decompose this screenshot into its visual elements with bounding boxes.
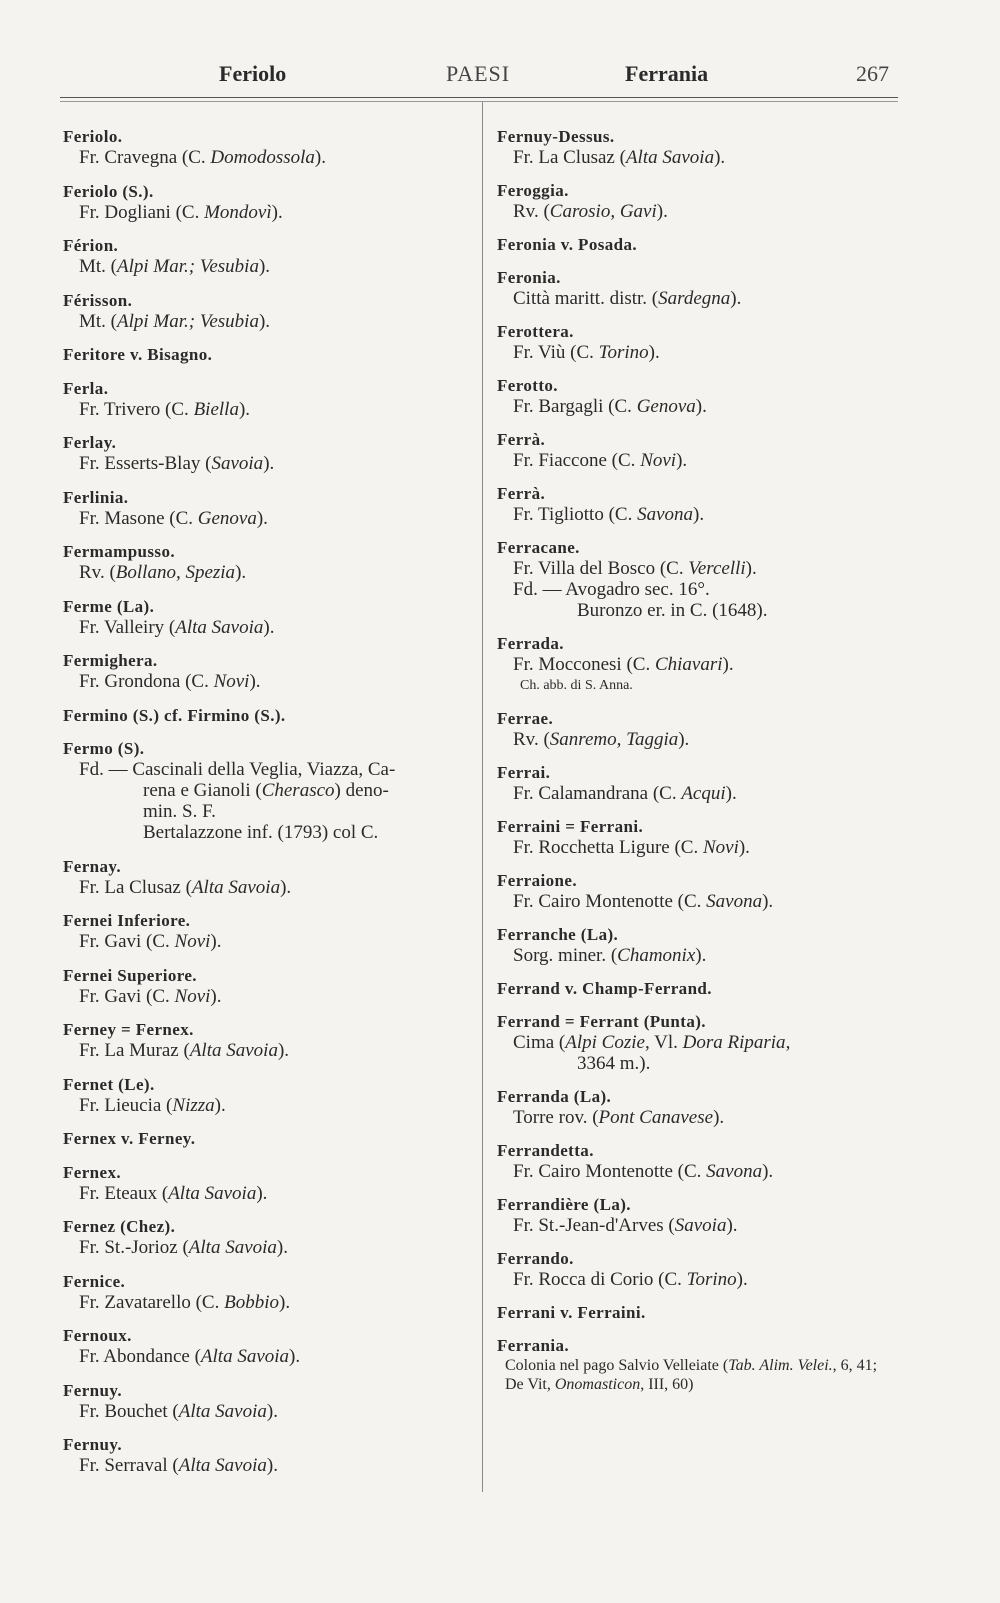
gazetteer-entry (497, 429, 887, 471)
entry-headword: Feronia. (497, 268, 561, 287)
entry-gap (63, 1007, 473, 1020)
entry-detail-line: Fr. Cravegna (C. Domodossola). (79, 147, 326, 168)
entry-detail-line: Fr. Rocca di Corio (C. Torino). (513, 1269, 748, 1290)
entry-gap (63, 365, 473, 378)
gazetteer-entry (497, 870, 887, 912)
entry-headword: Ferrand v. Champ-Ferrand. (497, 979, 712, 998)
entry-detail-line: Mt. (Alpi Mar.; Vesubia). (79, 256, 271, 277)
gazetteer-entry (497, 126, 887, 168)
gazetteer-entry (497, 1140, 887, 1182)
entry-gap (63, 1116, 473, 1129)
entry-gap (497, 621, 887, 633)
entry-headword: Ferracane. (497, 538, 580, 557)
entry-gap (63, 223, 473, 236)
gazetteer-entry (63, 1162, 473, 1204)
entry-detail-line: Fr. Gavi (C. Novi). (79, 985, 222, 1007)
entry-detail-line: Colonia nel pago Salvio Velleiate (Tab. Alim. Velei., 6, 41; De Vit, Onomasticon, III, 60) (505, 1357, 878, 1393)
gazetteer-entry (63, 1271, 473, 1313)
gazetteer-entry (497, 1335, 887, 1394)
entry-detail-line: Bertalazzone inf. (1793) col C. (143, 822, 379, 843)
entry-headword: Ferranda (La). (497, 1087, 612, 1106)
entry-gap (497, 309, 887, 321)
entry-gap (63, 420, 473, 433)
entry-headword: Ferrando. (497, 1249, 574, 1268)
gazetteer-entry (497, 1086, 887, 1128)
entry-headword: Fermighera. (63, 651, 158, 670)
gazetteer-entry (497, 267, 887, 309)
entry-detail-line: Fr. Dogliani (C. Mondovì). (79, 201, 283, 223)
entry-detail-line: Fr. Grondona (C. Novi). (79, 671, 261, 692)
entry-gap (497, 417, 887, 429)
gazetteer-entry (497, 762, 887, 804)
gazetteer-entry (63, 378, 473, 420)
gazetteer-entry (497, 537, 887, 621)
entry-headword: Ferottera. (497, 322, 574, 341)
entry-gap (63, 1149, 473, 1162)
entry-detail-line: Fr. Esserts-Blay (Savoia). (79, 453, 275, 474)
gazetteer-entry (63, 1128, 473, 1149)
entry-gap (63, 952, 473, 965)
entry-detail-line: Fr. St.-Jean-d'Arves (Savoia). (513, 1215, 738, 1236)
entry-headword: Feronia v. Posada. (497, 235, 638, 254)
entry-headword: Ferrada. (497, 634, 564, 653)
entry-detail-line: Fr. Mocconesi (C. Chiavari). (513, 654, 734, 675)
entry-detail-line: Fr. Bouchet (Alta Savoia). (79, 1400, 278, 1422)
entry-headword: Fernice. (63, 1271, 126, 1291)
gazetteer-entry (63, 705, 473, 726)
running-head-last-entry: Ferrania (625, 61, 709, 86)
entry-headword: Ferlinia. (63, 487, 129, 507)
gazetteer-entry (63, 1019, 473, 1061)
entry-detail-line: Fd. — Cascinali della Veglia, Viazza, Ca- (79, 759, 396, 780)
entry-gap (63, 474, 473, 487)
gazetteer-entry (497, 483, 887, 525)
gazetteer-entry (63, 1380, 473, 1422)
gazetteer-entry (497, 1194, 887, 1236)
entry-gap (497, 1074, 887, 1086)
entry-headword: Fermampusso. (63, 542, 175, 561)
entry-detail-line: Fd. — Avogadro sec. 16°. (513, 579, 710, 600)
gazetteer-entry (63, 596, 473, 638)
entry-headword: Ferrae. (497, 709, 554, 728)
gazetteer-entry (63, 344, 473, 365)
gazetteer-entry (497, 375, 887, 417)
entry-gap (497, 222, 887, 234)
entry-headword: Ferotto. (497, 376, 558, 395)
gazetteer-entry (63, 235, 473, 277)
entry-headword: Fernay. (63, 856, 122, 876)
entry-gap (497, 1182, 887, 1194)
entry-detail-line: Fr. Abondance (Alta Savoia). (79, 1346, 301, 1367)
column-divider (482, 102, 483, 1492)
entry-headword: Ferrà. (497, 484, 546, 503)
entry-detail-line: Buronzo er. in C. (1648). (577, 600, 768, 621)
entry-gap (63, 843, 473, 856)
right-column (497, 126, 887, 1394)
entry-gap (497, 1236, 887, 1248)
entry-headword: Ferlay. (63, 433, 117, 452)
entry-gap (497, 696, 887, 708)
header-rule-secondary (60, 101, 898, 102)
gazetteer-entry (63, 290, 473, 332)
entry-gap (63, 726, 473, 739)
gazetteer-entry (63, 181, 473, 223)
entry-gap (497, 750, 887, 762)
entry-headword: Fernei Superiore. (63, 965, 197, 985)
running-header (0, 54, 1000, 94)
entry-headword: Fermo (S). (63, 739, 145, 758)
gazetteer-entry (497, 633, 887, 696)
entry-headword: Fernex v. Ferney. (63, 1129, 196, 1148)
entry-gap (497, 1323, 887, 1335)
gazetteer-entry (63, 1434, 473, 1476)
gazetteer-entry (63, 856, 473, 898)
entry-headword: Fernet (Le). (63, 1074, 155, 1094)
entry-gap (497, 966, 887, 978)
gazetteer-entry (497, 180, 887, 222)
entry-detail-line: Fr. Valleiry (Alta Savoia). (79, 616, 275, 638)
running-head-first-entry: Feriolo (219, 61, 287, 86)
entry-gap (497, 858, 887, 870)
gazetteer-entry (497, 708, 887, 750)
entry-detail-line: Fr. Bargagli (C. Genova). (513, 396, 707, 417)
entry-gap (497, 912, 887, 924)
entry-gap (63, 1422, 473, 1435)
entry-detail-line: Fr. Viù (C. Torino). (513, 342, 660, 363)
entry-headword: Ferrandière (La). (497, 1195, 631, 1214)
gazetteer-entry (497, 924, 887, 966)
entry-detail-line: Fr. La Clusaz (Alta Savoia). (79, 876, 292, 898)
entry-detail-line: Fr. Villa del Bosco (C. Vercelli). (513, 558, 757, 579)
entry-detail-line: Fr. Zavatarello (C. Bobbio). (79, 1291, 291, 1313)
entry-gap (497, 168, 887, 180)
entry-detail-line: Ch. abb. di S. Anna. (520, 678, 633, 693)
gazetteer-entry (63, 738, 473, 843)
entry-headword: Feroggia. (497, 181, 569, 200)
entry-detail-line: Rv. (Bollano, Spezia). (79, 562, 247, 583)
entry-gap (63, 529, 473, 542)
entry-detail-line: Fr. Masone (C. Genova). (79, 507, 268, 529)
entry-detail-line: Torre rov. (Pont Canavese). (513, 1107, 725, 1128)
entry-headword: Fermino (S.) cf. Firmino (S.). (63, 705, 286, 725)
entry-detail-line: 3364 m.). (577, 1053, 651, 1074)
entry-detail-line: Fr. Rocchetta Ligure (C. Novi). (513, 837, 750, 858)
entry-headword: Ferrai. (497, 763, 551, 782)
entry-headword: Feriolo (S.). (63, 181, 154, 201)
entry-headword: Férion. (63, 236, 119, 255)
header-rule (60, 97, 898, 98)
gazetteer-entry (497, 1248, 887, 1290)
gazetteer-entry (63, 487, 473, 529)
gazetteer-entry (497, 1302, 887, 1323)
entry-gap (63, 1313, 473, 1326)
entry-headword: Fernuy. (63, 1380, 122, 1400)
entry-detail-line: Mt. (Alpi Mar.; Vesubia). (79, 310, 271, 332)
entry-headword: Ferraini = Ferrani. (497, 817, 644, 836)
entry-gap (63, 692, 473, 705)
running-head-section: PAESI (446, 61, 511, 86)
entry-gap (63, 1367, 473, 1380)
entry-detail-line: Fr. Gavi (C. Novi). (79, 931, 222, 952)
entry-detail-line: Cima (Alpi Cozie, Vl. Dora Riparia, (513, 1032, 791, 1053)
entry-gap (497, 471, 887, 483)
entry-detail-line: Fr. Cairo Montenotte (C. Savona). (513, 1161, 774, 1182)
entry-detail-line: Rv. (Carosio, Gavi). (513, 201, 668, 222)
gazetteer-entry (497, 321, 887, 363)
entry-headword: Ferrania. (497, 1336, 570, 1355)
entry-detail-line: Fr. Calamandrana (C. Acqui). (513, 783, 737, 804)
entry-headword: Ferrani v. Ferraini. (497, 1303, 646, 1322)
gazetteer-entry (63, 432, 473, 474)
gazetteer-entry (63, 126, 473, 168)
entry-headword: Ferraione. (497, 871, 577, 890)
entry-detail-line: Fr. Lieucia (Nizza). (79, 1094, 226, 1116)
entry-gap (63, 638, 473, 651)
gazetteer-entry (63, 1074, 473, 1116)
entry-headword: Férisson. (63, 290, 133, 310)
gazetteer-entry (63, 541, 473, 583)
entry-gap (63, 1204, 473, 1217)
gazetteer-entry (497, 978, 887, 999)
entry-headword: Feriolo. (63, 127, 123, 146)
entry-detail-line: Fr. St.-Jorioz (Alta Savoia). (79, 1237, 288, 1258)
entry-gap (497, 1290, 887, 1302)
gazetteer-entry (63, 1216, 473, 1258)
entry-gap (497, 255, 887, 267)
left-column (63, 126, 473, 1476)
gazetteer-entry (63, 910, 473, 952)
entry-detail-line: Rv. (Sanremo, Taggia). (513, 729, 690, 750)
entry-headword: Fernuy-Dessus. (497, 127, 615, 146)
entry-detail-line: Fr. La Muraz (Alta Savoia). (79, 1040, 290, 1061)
entry-gap (63, 332, 473, 345)
entry-gap (497, 525, 887, 537)
page-number: 267 (856, 61, 889, 86)
entry-detail-line: min. S. F. (143, 801, 216, 822)
entry-headword: Ferme (La). (63, 596, 155, 616)
entry-detail-line: Fr. Trivero (C. Biella). (79, 398, 251, 420)
entry-detail-line: Fr. La Clusaz (Alta Savoia). (513, 147, 726, 168)
gazetteer-entry (497, 234, 887, 255)
gazetteer-entry (63, 1325, 473, 1367)
entry-headword: Fernez (Chez). (63, 1217, 176, 1236)
entry-headword: Ferrand = Ferrant (Punta). (497, 1012, 706, 1031)
entry-detail-line: Città maritt. distr. (Sardegna). (513, 288, 742, 309)
entry-gap (63, 168, 473, 181)
entry-detail-line: Fr. Serraval (Alta Savoia). (79, 1455, 278, 1476)
gazetteer-entry (497, 816, 887, 858)
entry-headword: Ferranche (La). (497, 925, 619, 944)
entry-gap (63, 1258, 473, 1271)
entry-headword: Ferrà. (497, 430, 546, 449)
entry-headword: Fernex. (63, 1162, 122, 1182)
entry-headword: Ferrandetta. (497, 1141, 594, 1160)
gazetteer-entry (63, 965, 473, 1007)
entry-headword: Fernoux. (63, 1326, 132, 1345)
entry-gap (497, 363, 887, 375)
entry-detail-line: rena e Gianoli (Cherasco) deno- (143, 780, 389, 801)
gazetteer-entry (497, 1011, 887, 1074)
entry-headword: Feritore v. Bisagno. (63, 345, 213, 364)
entry-gap (497, 1128, 887, 1140)
entry-gap (63, 583, 473, 596)
gazetteer-entry (63, 650, 473, 692)
entry-headword: Ferney = Fernex. (63, 1020, 194, 1039)
entry-headword: Fernuy. (63, 1435, 122, 1454)
entry-gap (63, 898, 473, 911)
entry-detail-line: Fr. Tigliotto (C. Savona). (513, 504, 705, 525)
entry-gap (497, 999, 887, 1011)
entry-gap (63, 277, 473, 290)
entry-headword: Ferla. (63, 378, 109, 398)
entry-gap (497, 804, 887, 816)
entry-detail-line: Fr. Cairo Montenotte (C. Savona). (513, 891, 774, 912)
entry-detail-line: Fr. Fiaccone (C. Novi). (513, 450, 688, 471)
entry-detail-line: Fr. Eteaux (Alta Savoia). (79, 1182, 268, 1204)
entry-headword: Fernei Inferiore. (63, 911, 191, 930)
entry-detail-line: Sorg. miner. (Chamonix). (513, 945, 707, 966)
entry-gap (63, 1061, 473, 1074)
